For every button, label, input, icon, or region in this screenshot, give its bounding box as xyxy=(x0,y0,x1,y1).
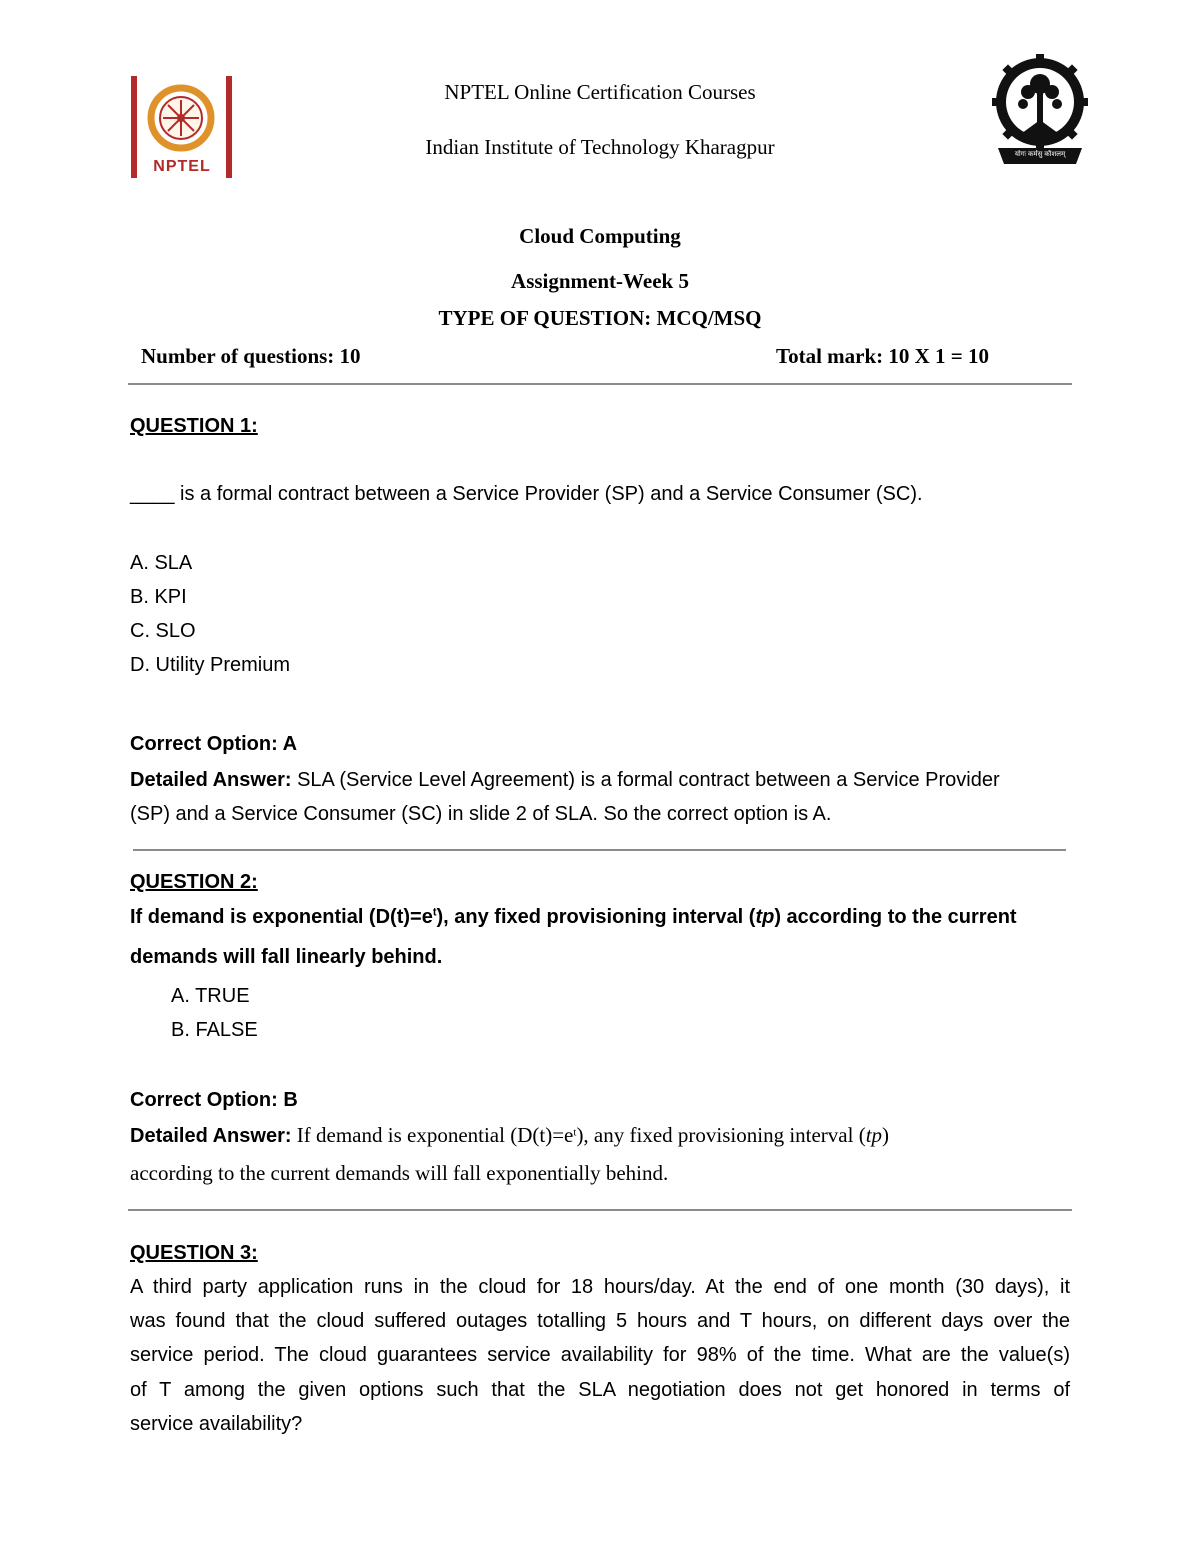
question-1-option-a: A. SLA xyxy=(130,552,193,574)
detailed-answer-text: ), any fixed provisioning interval ( xyxy=(576,1123,866,1147)
question-1-option-b: B. KPI xyxy=(130,586,187,608)
question-1-option-d: D. Utility Premium xyxy=(130,654,291,676)
question-2-text xyxy=(130,906,1017,929)
assignment-title: Assignment-Week 5 xyxy=(511,269,689,293)
question-3-line-3: service period. The cloud guarantees service availability for 98% of the time. What are the value(s) xyxy=(130,1344,1070,1366)
tp-variable: tp xyxy=(755,906,775,928)
question-2-text-part: ), any fixed provisioning interval ( xyxy=(436,906,756,928)
detailed-answer-text: ) xyxy=(882,1123,890,1147)
question-1-detailed-answer xyxy=(130,769,1000,792)
question-2-detailed-answer xyxy=(130,1123,889,1148)
question-2-detailed-answer-line-2: according to the current demands will fall exponentially behind. xyxy=(130,1161,669,1185)
question-2-text-line-2: demands will fall linearly behind. xyxy=(130,946,443,968)
detailed-answer-label: Detailed Answer: xyxy=(130,1125,292,1147)
exponent: t xyxy=(432,906,437,919)
header-line-nptel: NPTEL Online Certification Courses xyxy=(444,80,756,104)
question-1-detailed-answer-line-2: (SP) and a Service Consumer (SC) in slide 2 of SLA. So the correct option is A. xyxy=(130,803,832,825)
question-2-heading: QUESTION 2: xyxy=(130,871,258,893)
question-3-line-2: was found that the cloud suffered outages totalling 5 hours and T hours, on different days over the xyxy=(130,1310,1070,1332)
nptel-logo-text: NPTEL xyxy=(153,158,211,175)
header-line-institute: Indian Institute of Technology Kharagpur xyxy=(425,135,775,159)
question-1-option-c: C. SLO xyxy=(130,620,196,642)
detailed-answer-text: If demand is exponential (D(t)=e xyxy=(291,1123,574,1147)
number-of-questions: Number of questions: 10 xyxy=(141,344,361,368)
question-3-line-1: A third party application runs in the cloud for 18 hours/day. At the end of one month (30 days), it xyxy=(130,1276,1070,1298)
detailed-answer-label: Detailed Answer: xyxy=(130,769,292,791)
divider-q1 xyxy=(133,849,1066,851)
exponent: t xyxy=(573,1126,577,1139)
divider-title xyxy=(128,383,1072,385)
question-type: TYPE OF QUESTION: MCQ/MSQ xyxy=(438,306,762,330)
question-1-text: ____ is a formal contract between a Service Provider (SP) and a Service Consumer (SC). xyxy=(130,483,923,505)
detailed-answer-text: SLA (Service Level Agreement) is a formal contract between a Service Provider xyxy=(291,769,1000,791)
divider-q2 xyxy=(128,1209,1072,1211)
question-3-line-5: service availability? xyxy=(130,1413,303,1435)
question-2-option-b: B. FALSE xyxy=(171,1019,258,1041)
question-2-option-a: A. TRUE xyxy=(171,985,250,1007)
total-mark: Total mark: 10 X 1 = 10 xyxy=(776,344,990,368)
question-1-correct-option: Correct Option: A xyxy=(130,733,298,755)
question-3-line-4: of T among the given options such that the SLA negotiation does not get honored in terms of xyxy=(130,1379,1070,1401)
question-2-text-part: If demand is exponential (D(t)=e xyxy=(130,906,433,928)
question-1-heading: QUESTION 1: xyxy=(130,415,258,437)
question-3-heading: QUESTION 3: xyxy=(130,1242,258,1264)
iit-logo-motto: योगः कर्मसु कौशलम् xyxy=(1014,151,1066,158)
course-title: Cloud Computing xyxy=(519,224,681,248)
question-2-text-part: ) according to the current xyxy=(774,906,1017,928)
question-2-correct-option: Correct Option: B xyxy=(130,1089,298,1111)
tp-variable: tp xyxy=(865,1123,883,1147)
